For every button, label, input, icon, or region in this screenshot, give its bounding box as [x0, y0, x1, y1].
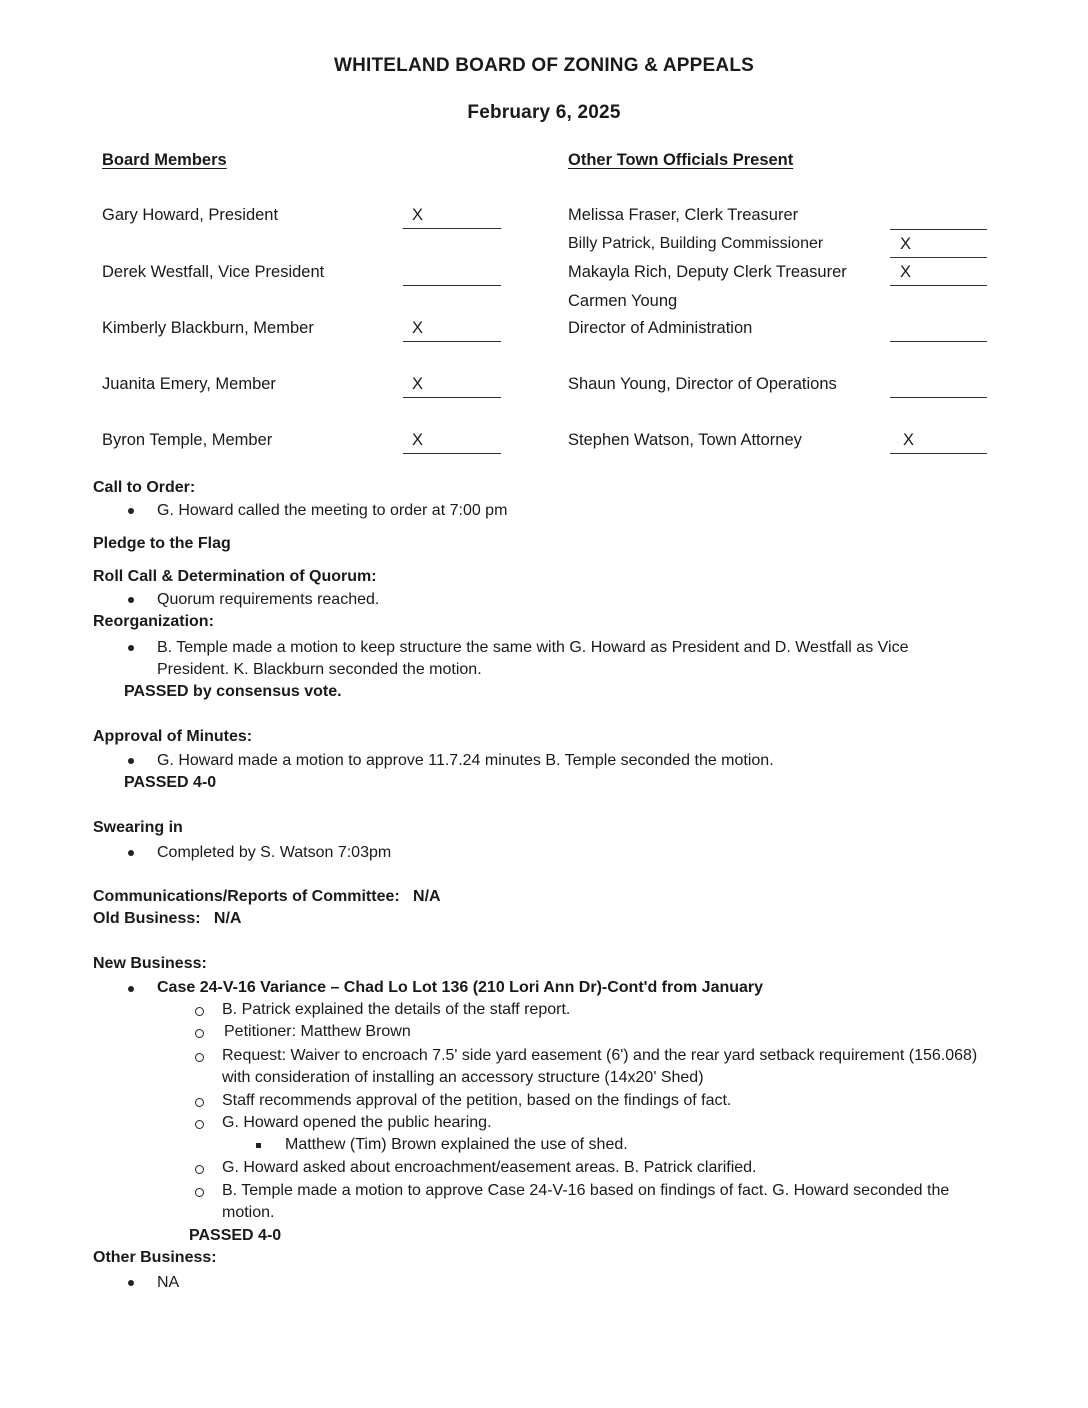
reorganization-result: PASSED by consensus vote. [124, 683, 342, 700]
attendance-line [890, 397, 987, 398]
approval-result: PASSED 4-0 [124, 774, 217, 791]
case-sub-item: Matthew (Tim) Brown explained the use of shed. [285, 1136, 628, 1153]
new-business-heading: New Business: [93, 955, 207, 972]
circle-bullet-icon [195, 1098, 204, 1107]
official-name: Makayla Rich, Deputy Clerk Treasurer [568, 263, 847, 281]
case-item: B. Patrick explained the details of the staff report. [222, 1001, 571, 1018]
member-name: Kimberly Blackburn, Member [102, 319, 314, 337]
attendance-line [403, 341, 501, 342]
bullet-icon [128, 850, 134, 856]
official-title: Director of Administration [568, 319, 753, 337]
other-business-heading: Other Business: [93, 1249, 217, 1266]
reorganization-item-line1: B. Temple made a motion to keep structure the same with G. Howard as President and D. Westfall as Vice [157, 639, 909, 656]
attendance-line [890, 229, 987, 230]
meeting-date: February 6, 2025 [467, 102, 621, 123]
attendance-mark: X [900, 235, 912, 253]
other-business-item: NA [157, 1274, 180, 1291]
old-business-label: Old Business: [93, 910, 201, 927]
attendance-line [890, 341, 987, 342]
roll-call-heading: Roll Call & Determination of Quorum: [93, 568, 377, 585]
communications-value: N/A [413, 888, 441, 905]
communications-label: Communications/Reports of Committee: [93, 888, 400, 905]
bullet-icon [128, 645, 134, 651]
attendance-mark: X [412, 375, 424, 393]
member-name: Gary Howard, President [102, 206, 279, 224]
attendance-line [403, 285, 501, 286]
communications-heading [93, 888, 441, 906]
case-item: Staff recommends approval of the petition, based on the findings of fact. [222, 1092, 732, 1109]
circle-bullet-icon [195, 1007, 204, 1016]
case-item-line1: B. Temple made a motion to approve Case 24-V-16 based on findings of fact. G. Howard seconded the [222, 1182, 950, 1199]
attendance-line [403, 397, 501, 398]
circle-bullet-icon [195, 1053, 204, 1062]
call-to-order-heading: Call to Order: [93, 479, 196, 496]
attendance-line [890, 285, 987, 286]
official-name: Stephen Watson, Town Attorney [568, 431, 802, 449]
attendance-mark: X [412, 431, 424, 449]
roll-call-item: Quorum requirements reached. [157, 591, 380, 608]
circle-bullet-icon [195, 1165, 204, 1174]
attendance-line [890, 257, 987, 258]
case-item: G. Howard opened the public hearing. [222, 1114, 492, 1131]
case-item: G. Howard asked about encroachment/easement areas. B. Patrick clarified. [222, 1159, 757, 1176]
swearing-item: Completed by S. Watson 7:03pm [157, 844, 392, 861]
bullet-icon [128, 597, 134, 603]
bullet-icon [128, 1280, 134, 1286]
call-to-order-item: G. Howard called the meeting to order at 7:00 pm [157, 502, 508, 519]
document-title: WHITELAND BOARD OF ZONING & APPEALS [333, 55, 755, 76]
official-name: Carmen Young [568, 292, 678, 310]
attendance-line [403, 453, 501, 454]
board-members-header: Board Members [102, 151, 227, 169]
old-business-value: N/A [213, 910, 242, 927]
official-name: Billy Patrick, Building Commissioner [568, 235, 824, 252]
attendance-mark: X [903, 431, 915, 449]
attendance-line [890, 453, 987, 454]
attendance-mark: X [412, 319, 424, 337]
reorganization-item-line2: President. K. Blackburn seconded the motion. [157, 661, 482, 678]
officials-header: Other Town Officials Present [568, 151, 794, 169]
attendance-line [403, 228, 501, 229]
bullet-icon [128, 508, 134, 514]
reorganization-heading: Reorganization: [93, 613, 214, 630]
member-name: Derek Westfall, Vice President [102, 263, 325, 281]
circle-bullet-icon [195, 1188, 204, 1197]
case-item: Petitioner: Matthew Brown [224, 1023, 411, 1040]
case-item-line2: motion. [222, 1204, 275, 1221]
circle-bullet-icon [195, 1029, 204, 1038]
case-result: PASSED 4-0 [189, 1227, 282, 1244]
case-item-line1: Request: Waiver to encroach 7.5' side yard easement (6') and the rear yard setback requirement (156.068) [222, 1047, 978, 1064]
approval-heading: Approval of Minutes: [93, 728, 253, 745]
old-business-heading [93, 910, 241, 928]
circle-bullet-icon [195, 1120, 204, 1129]
case-title: Case 24-V-16 Variance – Chad Lo Lot 136 (210 Lori Ann Dr)-Cont'd from January [157, 979, 764, 996]
attendance-mark: X [412, 206, 424, 224]
attendance-mark: X [900, 263, 912, 281]
swearing-heading: Swearing in [93, 819, 183, 836]
official-name: Shaun Young, Director of Operations [568, 375, 837, 393]
bullet-icon [128, 986, 134, 992]
official-name: Melissa Fraser, Clerk Treasurer [568, 206, 799, 224]
approval-item: G. Howard made a motion to approve 11.7.24 minutes B. Temple seconded the motion. [157, 752, 774, 769]
member-name: Juanita Emery, Member [102, 375, 276, 393]
pledge-heading: Pledge to the Flag [93, 535, 231, 552]
square-bullet-icon [256, 1143, 261, 1148]
case-item-line2: with consideration of installing an accessory structure (14x20' Shed) [222, 1069, 704, 1086]
member-name: Byron Temple, Member [102, 431, 273, 449]
bullet-icon [128, 758, 134, 764]
